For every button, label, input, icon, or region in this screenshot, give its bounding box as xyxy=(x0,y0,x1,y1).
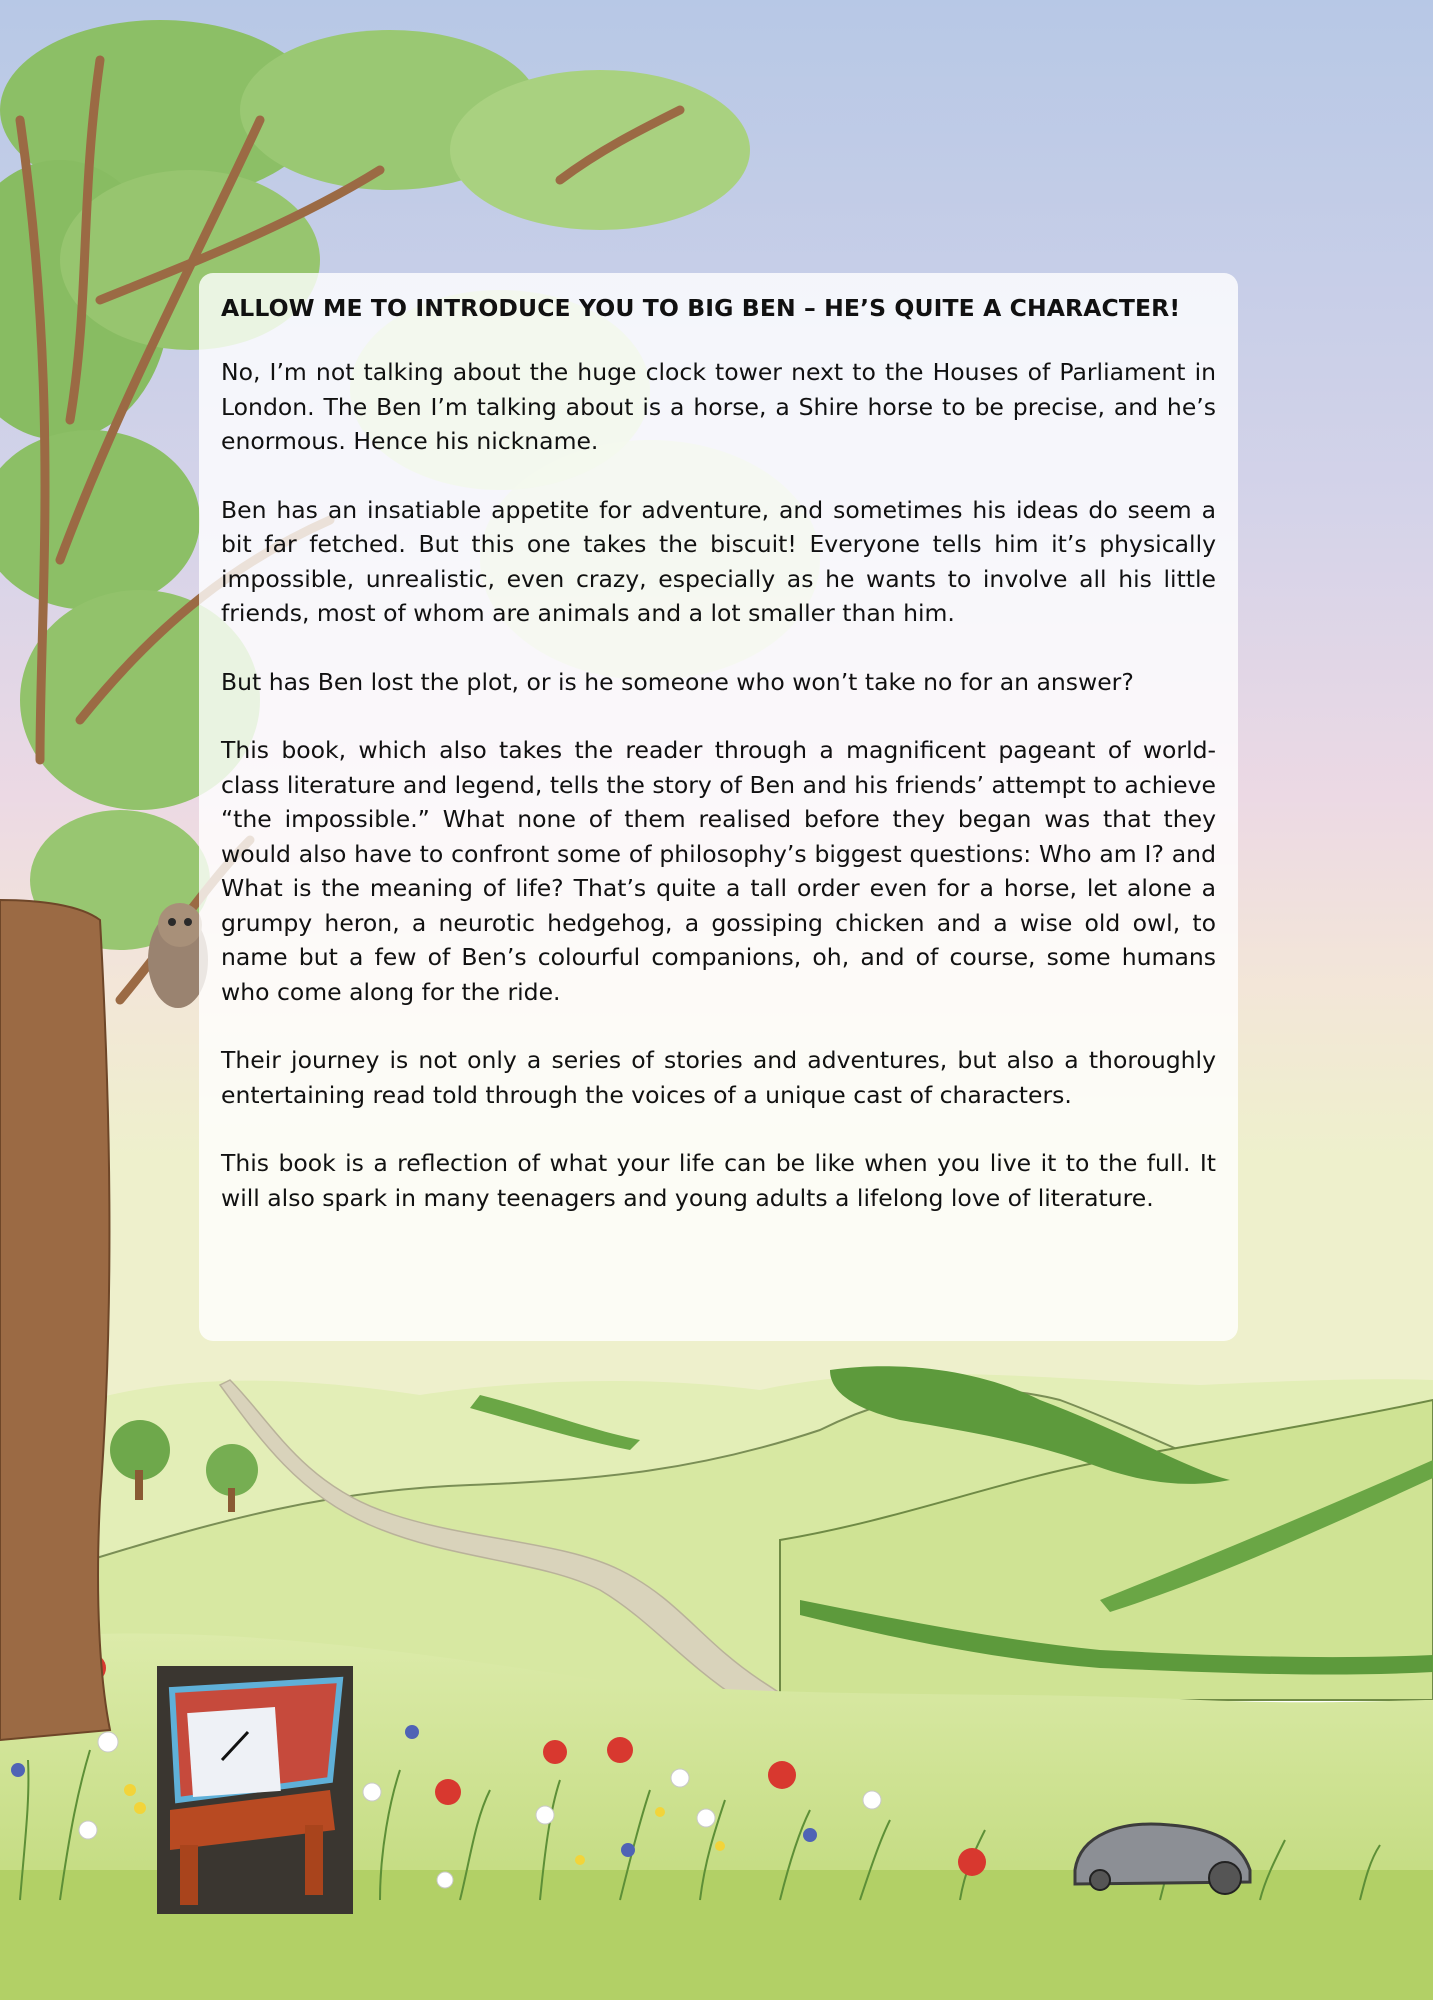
paragraph-appetite: Ben has an insatiable appetite for adventure, and sometimes his ideas do seem a bit far fetched. But this one takes the biscuit! Everyone tells him it’s physically impossible, unrealistic, even crazy, especially as he wants to involve all his little friends, most of whom are animals and a lot smaller than him. xyxy=(221,495,1216,627)
heading: ALLOW ME TO INTRODUCE YOU TO BIG BEN – HE’S QUITE A CHARACTER! xyxy=(221,294,1181,322)
paragraph-pageant: This book, which also takes the reader through a magnificent pageant of world-class literature and legend, tells the story of Ben and his friends’ attempt to achieve “the impossible.” What none of them realised before they began was that they would also have to confront some of philosophy’s biggest questions: Who am I? and What is the meaning of life? That’s quite a tall order even for a horse, let alone a grumpy heron, a neurotic hedgehog, a gossiping chicken and a wise old owl, to name but a few of Ben’s colourful companions, oh, and of course, some humans who come along for the ride. xyxy=(221,736,1216,1006)
paragraph-clock-tower: No, I’m not talking about the huge clock tower next to the Houses of Parliament in London. The Ben I’m talking about is a horse, a Shire horse to be precise, and he’s enormous. Hence his nickname. xyxy=(221,358,1216,455)
paragraph-lost-plot: But has Ben lost the plot, or is he someone who won’t take no for an answer? xyxy=(221,667,1134,696)
tree-trunk xyxy=(0,900,110,1740)
paragraph-journey: Their journey is not only a series of stories and adventures, but also a thoroughly entertaining read told through the voices of a unique cast of characters. xyxy=(221,1046,1216,1109)
table-photo xyxy=(157,1666,353,1914)
paragraph-reflection: This book is a reflection of what your life can be like when you live it to the full. It will also spark in many teenagers and young adults a lifelong love of literature. xyxy=(221,1149,1216,1212)
text-panel xyxy=(199,273,1238,1341)
